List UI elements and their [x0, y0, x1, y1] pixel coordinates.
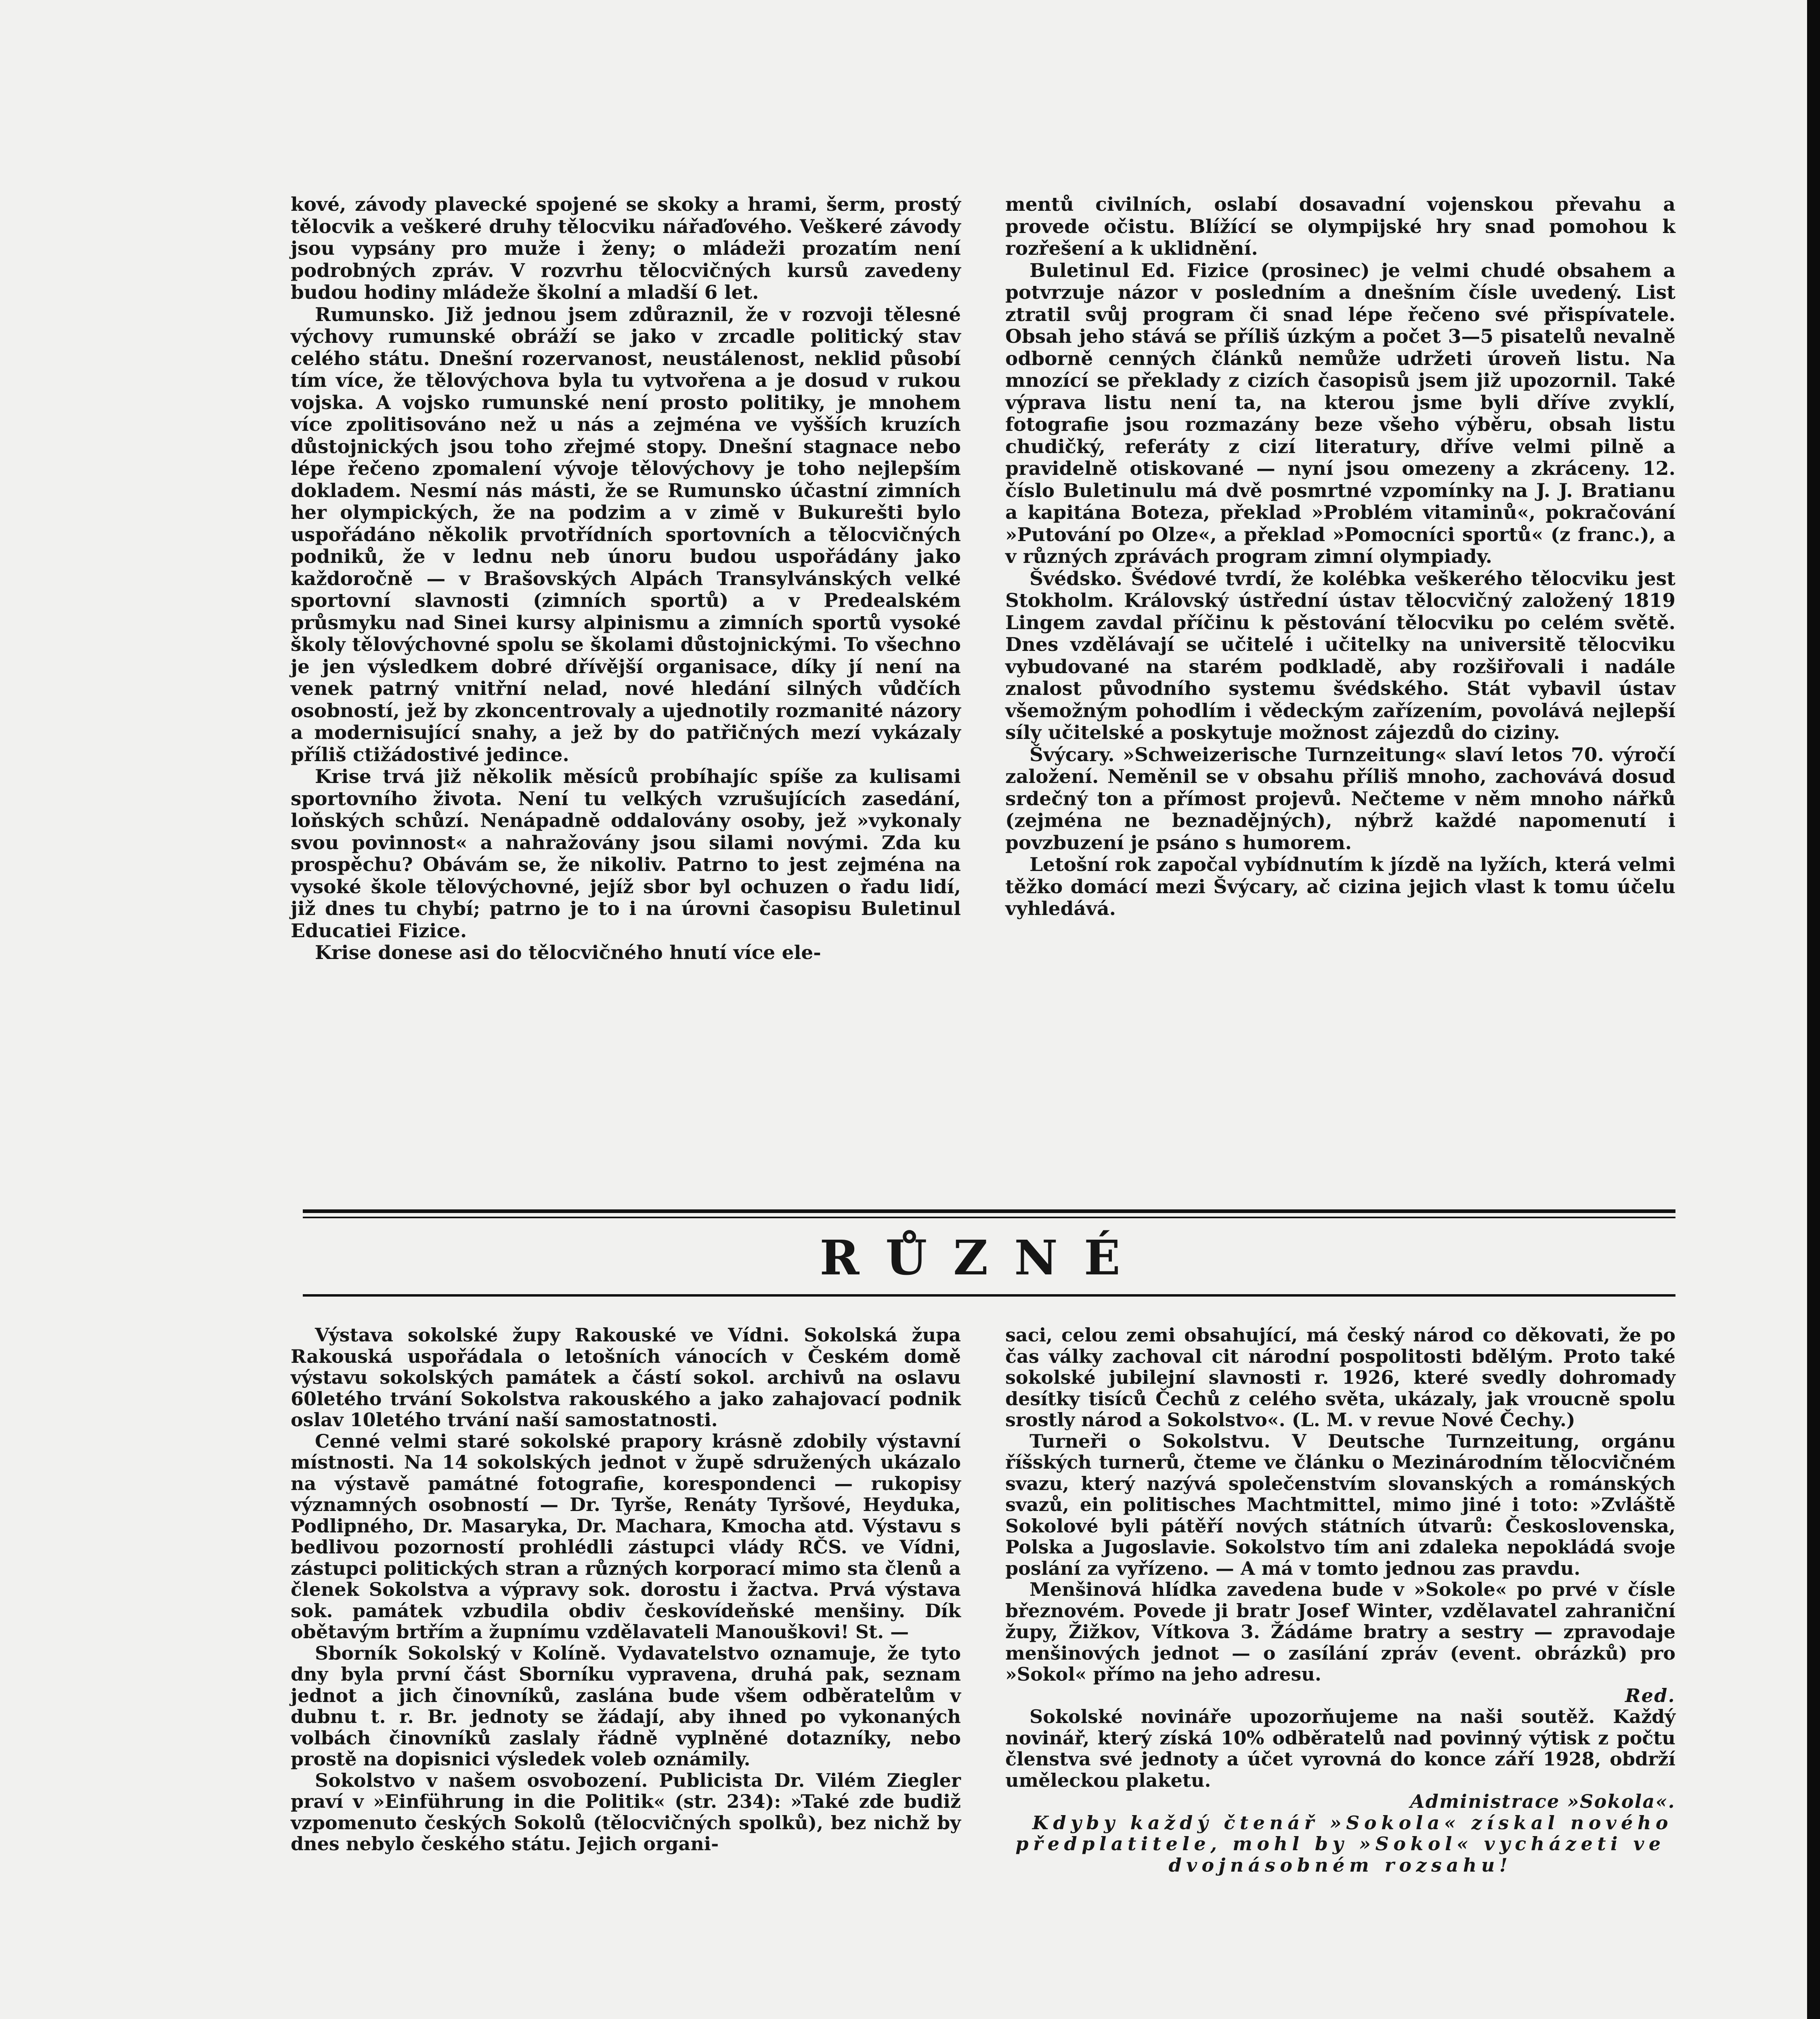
top-columns	[291, 194, 1675, 964]
paragraph: kové, závody plavecké spojené se skoky a hrami, šerm, prostý tělocvik a veškeré druhy tělocviku nářaďového. Veškeré závody jsou vypsány pro muže i ženy; o mládeži prozatím není podrobných zpráv. V rozvrhu tělocvičných kursů zavedeny budou hodiny mládeže školní a mladší 6 let.	[291, 193, 961, 304]
paragraph-svedsko: Švédsko. Švédové tvrdí, že kolébka veškerého tělocviku jest Stokholm. Královský ústřední ústav tělocvičný založený 1819 Lingem zavdal příčinu k pěstování tělocviku po celém světě. Dnes vzdělávají se učitelé i učitelky na universitě tělocviku vybudované na starém podkladě, aby rozšiřovali i nadále znalost původního systemu švédského. Stát vybavil ústav všemožným pohodlím i vědeckým zařízením, povolává nejlepší síly učitelské a poskytuje možnost zájezdů do ciziny.	[1005, 567, 1675, 744]
section-title: RŮZNÉ	[820, 1230, 1147, 1286]
signature-administrace: Administrace »Sokola«.	[1410, 1790, 1675, 1812]
bottom-columns	[291, 1324, 1675, 1876]
paragraph: Krise trvá již několik měsíců probíhajíc spíše za kulisami sportovního života. Není tu velkých vzrušujících zasedání, loňských schůzí. Nenápadně oddalovány osoby, jež »vykonaly svou povinnost« a nahražovány jsou silami novými. Zda ku prospěchu? Obávám se, že nikoliv. Patrno to jest zejména na vysoké škole tělovýchovné, jejíž sbor byl ochuzen o řadu lidí, již dnes tu chybí; patrno je to i na úrovni časopisu Buletinul Educatiei Fizice.	[291, 766, 961, 942]
section-rule-thick	[303, 1209, 1675, 1213]
appeal: Kdyby každý čtenář »Sokola« získal nového předplatitele, mohl by »Sokol« vycházeti ve dvojnásobném rozsahu!	[1015, 1811, 1673, 1876]
paragraph-mensinova: Menšinová hlídka zavedena bude v »Sokole« po prvé v čísle březnovém. Povede ji bratr Josef Winter, vzdělavatel zahraniční župy, Žižkov, Vítkova 3. Žádáme bratry a sestry — zpravodaje menšinových jednot — o zasílání zpráv (event. obrázků) pro »Sokol« přímo na jeho adresu.	[1005, 1578, 1675, 1685]
paragraph: mentů civilních, oslabí dosavadní vojenskou převahu a provede očistu. Blížící se olympijské hry snad pomohou k rozřešení a k uklidnění.	[1005, 193, 1675, 260]
paragraph-novinari: Sokolské novináře upozorňujeme na naši soutěž. Každý novinář, který získá 10% odběratelů nad povinný výtisk z počtu členstva své jednoty a účet vyrovná do konce září 1928, obdrží uměleckou plaketu.	[1005, 1706, 1675, 1791]
paragraph-sbornik: Sborník Sokolský v Kolíně. Vydavatelstvo oznamuje, že tyto dny byla první část Sborníku vypravena, druhá pak, seznam jednot a jich činovníků, zaslána bude všem odběratelům v dubnu t. r. Br. jednoty se žádají, aby ihned po vykonaných volbách činovníků zaslaly řádně vyplněné dotazníky, nebo prostě na dopisnici výsledek voleb oznámily.	[291, 1642, 961, 1770]
paragraph-vystava: Výstava sokolské župy Rakouské ve Vídni. Sokolská župa Rakouská uspořádala o letošních vánocích v Českém domě výstavu sokolských památek a částí sokol. archivů na oslavu 60letého trvání Sokolstva rakouského a jako zahajovací podnik oslav 10letého trvání naší samostatnosti.	[291, 1324, 961, 1431]
page	[291, 193, 1675, 1876]
paragraph-svycary: Švýcary. »Schweizerische Turnzeitung« slaví letos 70. výročí založení. Neměnil se v obsahu příliš mnoho, zachovává dosud srdečný ton a přímost projevů. Nečteme v něm mnoho nářků (zejména ne beznadějných), nýbrž každé napomenutí i povzbuzení je psáno s humorem.	[1005, 743, 1675, 854]
section-rule-thin	[303, 1217, 1675, 1218]
signature-red: Red.	[1625, 1684, 1675, 1706]
paragraph: Cenné velmi staré sokolské prapory krásně zdobily výstavní místnosti. Na 14 sokolských jednot v župě sdružených ukázalo na výstavě památné fotografie, korespondenci — rukopisy významných osobností — Dr. Tyrše, Renáty Tyršové, Heyduka, Podlipného, Dr. Masaryka, Dr. Machara, Kmocha atd. Výstavu s bedlivou pozorností prohlédli zástupci vlády RČS. ve Vídni, zástupci politických stran a různých korporací mimo sta členů a členek Sokolstva a výpravy sok. dorostu i žactva. Prvá výstava sok. památek vzbudila obdiv českovídeňské menšiny. Dík obětavým brtřím a župnímu vzdělavateli Manouškovi! St. —	[291, 1430, 961, 1643]
paragraph: Krise donese asi do tělocvičného hnutí více ele-	[315, 942, 821, 964]
section-rule-bottom	[303, 1294, 1675, 1297]
top-left-column	[291, 194, 961, 964]
top-right-column	[1005, 194, 1675, 964]
paragraph-buletinul: Buletinul Ed. Fizice (prosinec) je velmi chudé obsahem a potvrzuje názor v posledním a dnešním čísle uvedený. List ztratil svůj program či snad lépe řečeno své přispívatele. Obsah jeho stává se příliš úzkým a počet 3—5 pisatelů nevalně odborně cenných článků nemůže udržeti úroveň listu. Na mnozící se překlady z cizích časopisů jsem již upozornil. Také výprava listu není ta, na kterou jsme byli dříve zvyklí, fotografie jsou rozmazány beze všeho výběru, obsah listu chudičký, referáty z cizí literatury, dříve velmi pilně a pravidelně otiskované — nyní jsou omezeny a zkráceny. 12. číslo Buletinulu má dvě posmrtné vzpomínky na J. J. Bratianu a kapitána Boteza, překlad »Problém vitaminů«, pokračování »Putování po Olze«, a překlad »Pomocníci sportů« (z franc.), a v různých zprávách program zimní olympiady.	[1005, 259, 1675, 568]
paragraph-turneri: Turneři o Sokolstvu. V Deutsche Turnzeitung, orgánu říšských turnerů, čteme ve článku o Mezinárodním tělocvičném svazu, který nazývá společenstvím slovanských a románských svazů, ein politisches Machtmittel, mimo jiné i toto: »Zvláště Sokolové byli pátěří nových státních útvarů: Československa, Polska a Jugoslavie. Sokolstvo tím ani zdaleka nepokládá svoje poslání za vyřízeno. — A má v tomto jednou zas pravdu.	[1005, 1430, 1675, 1579]
bottom-right-column	[1005, 1324, 1675, 1876]
paragraph-osvobozeni: Sokolstvo v našem osvobození. Publicista Dr. Vilém Ziegler praví v »Einführung in die Politik« (str. 234): »Také zde budiž vzpomenuto českých Sokolů (tělocvičných spolků), bez nichž by dnes nebylo českého státu. Jejich organi-	[291, 1769, 961, 1855]
paragraph: Letošní rok započal vybídnutím k jízdě na lyžích, která velmi těžko domácí mezi Švýcary, ač cizina jejich vlast k tomu účelu vyhledává.	[1005, 854, 1675, 920]
bottom-left-column	[291, 1324, 961, 1876]
paragraph-rumunsko: Rumunsko. Již jednou jsem zdůraznil, že v rozvoji tělesné výchovy rumunské obráží se jako v zrcadle politický stav celého státu. Dnešní rozervanost, neustálenost, neklid působí tím více, že tělovýchova byla tu vytvořena a je dosud v rukou vojska. A vojsko rumunské není prosto politiky, je mnohem více zpolitisováno než u nás a zejména ve vyšších kruzích důstojnických jsou toho zřejmé stopy. Dnešní stagnace nebo lépe řečeno zpomalení vývoje tělovýchovy je toho nejlepším dokladem. Nesmí nás másti, že se Rumunsko účastní zimních her olympických, že na podzim a v zimě v Bukurešti bylo uspořádáno několik prvotřídních sportovních a tělocvičných podniků, že v lednu neb únoru budou uspořádány jako každoročně — v Brašovských Alpách Transylvánských velké sportovní slavnosti (zimních sportů) a v Predealském průsmyku nad Sinei kursy alpinismu a zimních sportů vysoké školy tělovýchovné spolu se školami důstojnickými. To všechno je jen výsledkem dobré dřívější organisace, díky jí není na venek patrný vnitřní nelad, nové hledání silných vůdčích osobností, jež by zkoncentrovaly a ujednotily rozmanité názory a modernisující snahy, a jež by do patřičných mezí vykázaly příliš ctižádostivé jedince.	[291, 303, 961, 766]
scan-edge-right	[1807, 0, 1820, 2019]
paragraph: saci, celou zemi obsahující, má český národ co děkovati, že po čas války zachoval cit národní pospolitosti bdělým. Proto také sokolské jubilejní slavnosti r. 1926, které svedly dohromady desítky tisíců Čechů z celého světa, ukázaly, jak vroucně spolu srostly národ a Sokolstvo«. (L. M. v revue Nové Čechy.)	[1005, 1324, 1675, 1431]
